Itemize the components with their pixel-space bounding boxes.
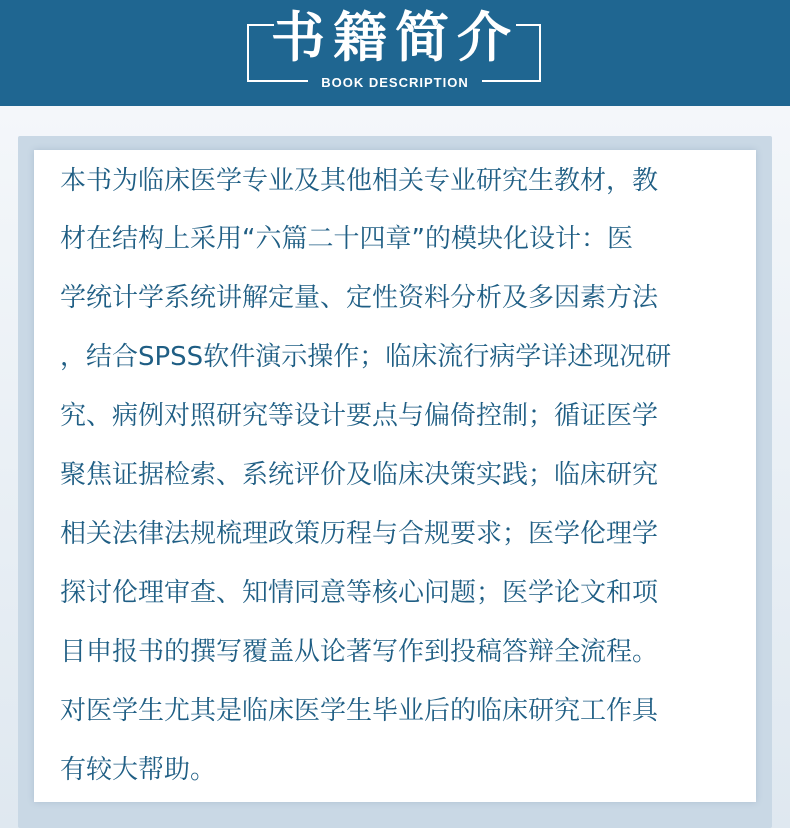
description-line: 对医学生尤其是临床医学生毕业后的临床研究工作具 (60, 696, 659, 726)
description-line: 本书为临床医学专业及其他相关专业研究生教材，教 (60, 166, 659, 196)
page-subtitle: BOOK DESCRIPTION (321, 75, 469, 90)
description-line: 相关法律法规梳理政策历程与合规要求；医学伦理学 (60, 519, 659, 549)
description-line: 学统计学系统讲解定量、定性资料分析及多因素方法 (60, 283, 659, 313)
description-line: 有较大帮助。 (60, 755, 217, 785)
description-line: ，结合SPSS软件演示操作；临床流行病学详述现况研 (60, 342, 672, 372)
description-line: 究、病例对照研究等设计要点与偏倚控制；循证医学 (60, 401, 659, 431)
description-line: 材在结构上采用“六篇二十四章”的模块化设计：医 (60, 224, 633, 254)
description-line: 聚焦证据检索、系统评价及临床决策实践；临床研究 (60, 460, 659, 490)
description-line: 探讨伦理审查、知情同意等核心问题；医学论文和项 (60, 578, 659, 608)
page-title: 书籍简介 (271, 6, 519, 69)
header-banner (0, 0, 790, 106)
description-line: 目申报书的撰写覆盖从论著写作到投稿答辩全流程。 (60, 637, 659, 667)
